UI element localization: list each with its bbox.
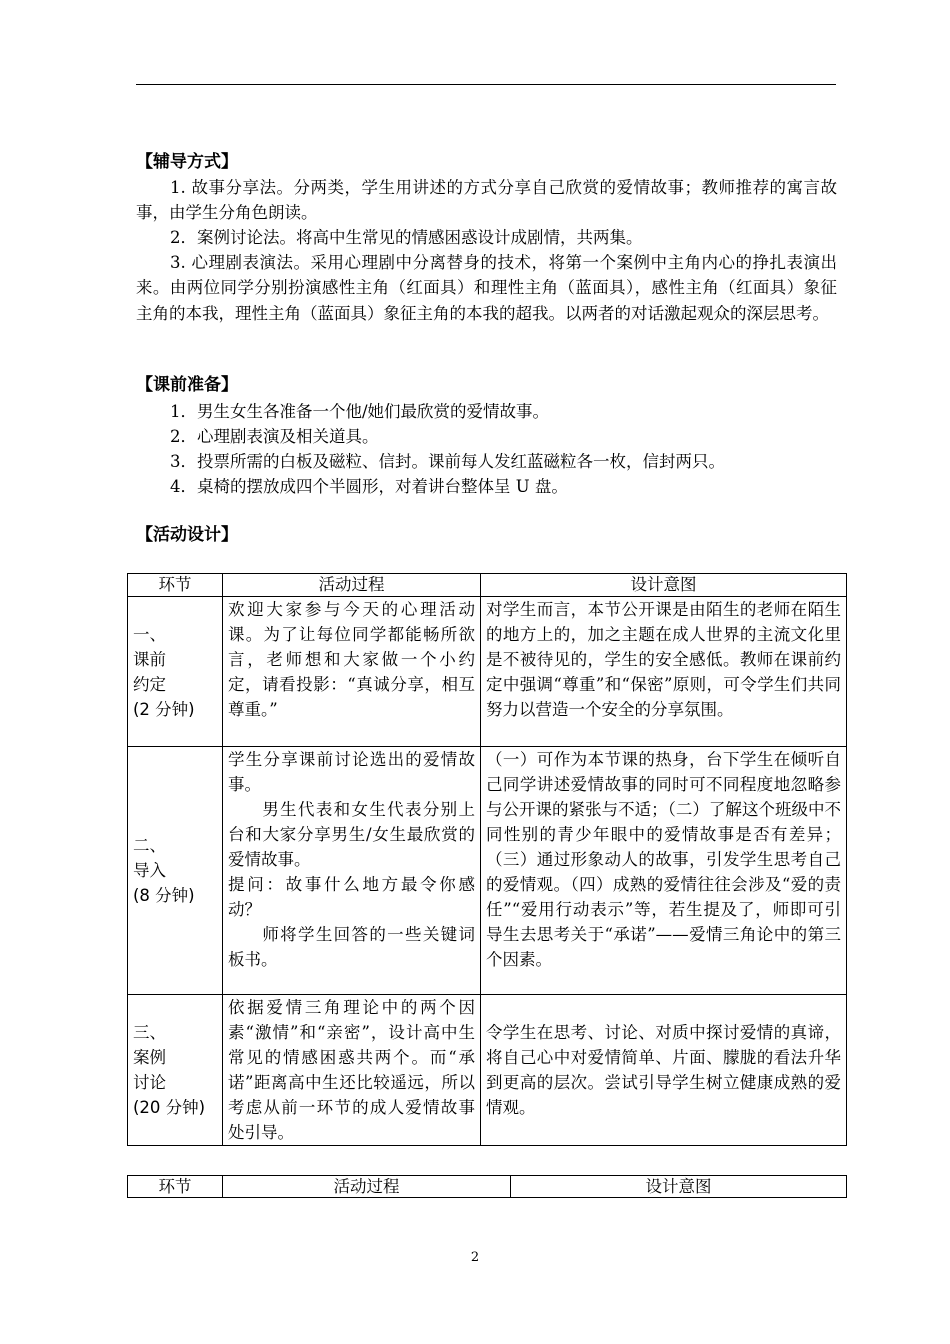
- intent-cell: 对学生而言，本节公开课是由陌生的老师在陌生的地方上的，加之主题在成人世界的主流文化里是不被待见的，学生的安全感低。教师在课前约定中强调“尊重”和“保密”原则，可令学生们共同努力以营造一个安全的分享氛围。: [481, 597, 847, 747]
- guidance-item-3: 3. 心理剧表演法。采用心理剧中分离替身的技术，将第一个案例中主角内心的挣扎表演出来。由两位同学分别扮演感性主角（红面具）和理性主角（蓝面具），感性主角（红面具）象征主角的本我，理性主角（蓝面具）象征主角的本我的超我。以两者的对话激起观众的深层思考。: [136, 253, 837, 323]
- process-cell: 学生分享课前讨论选出的爱情故事。 男生代表和女生代表分别上台和大家分享男生/女生最欣赏的爱情故事。 提问：故事什么地方最令你感动？ 师将学生回答的一些关键词板书。: [223, 747, 481, 995]
- prep-item-4: 4．桌椅的摆放成四个半圆形，对着讲台整体呈 U 盘。: [170, 477, 568, 496]
- header-rule: [136, 84, 836, 85]
- header-intent: 设计意图: [511, 1176, 847, 1198]
- table-header-row: [128, 574, 847, 597]
- header-process: 活动过程: [223, 574, 481, 597]
- prep-item-3: 3．投票所需的白板及磁粒、信封。课前每人发红蓝磁粒各一枚，信封两只。: [170, 452, 725, 471]
- guidance-title: 【辅导方式】: [136, 152, 238, 172]
- intent-cell: 令学生在思考、讨论、对质中探讨爱情的真谛，将自己心中对爱情简单、片面、朦胧的看法升华到更高的层次。尝试引导学生树立健康成熟的爱情观。: [481, 995, 847, 1146]
- continued-table-header: [127, 1175, 847, 1198]
- stage-cell: 二、 导入 (8 分钟): [128, 747, 223, 995]
- guidance-item-2: 2．案例讨论法。将高中生常见的情感困惑设计成剧情，共两集。: [170, 228, 643, 247]
- header-stage: 环节: [128, 1176, 223, 1198]
- table-row: [128, 597, 847, 747]
- intent-cell: （一）可作为本节课的热身，台下学生在倾听自己同学讲述爱情故事的同时可不同程度地忽略参与公开课的紧张与不适；（二）了解这个班级中不同性别的青少年眼中的爱情故事是否有差异；（三）通过形象动人的故事，引发学生思考自己的爱情观。（四）成熟的爱情往往会涉及“爱的责任”“爱用行动表示”等，若生提及了，师即可引导生去思考关于“承诺”——爱情三角论中的第三个因素。: [481, 747, 847, 995]
- stage-cell: 一、 课前 约定 (2 分钟): [128, 597, 223, 747]
- prep-item-1: 1．男生女生各准备一个他/她们最欣赏的爱情故事。: [170, 402, 550, 421]
- activity-table: [127, 573, 847, 1146]
- prep-title: 【课前准备】: [136, 375, 238, 395]
- activity-title: 【活动设计】: [136, 525, 238, 545]
- guidance-item-1: 1. 故事分享法。分两类，学生用讲述的方式分享自己欣赏的爱情故事；教师推荐的寓言故事，由学生分角色朗读。: [136, 178, 837, 223]
- stage-cell: 三、 案例 讨论 (20 分钟): [128, 995, 223, 1146]
- table-header-row: [128, 1176, 847, 1198]
- process-cell: 欢迎大家参与今天的心理活动课。为了让每位同学都能畅所欲言，老师想和大家做一个小约定，请看投影：“真诚分享，相互尊重。”: [223, 597, 481, 747]
- table-row: [128, 995, 847, 1146]
- prep-item-2: 2．心理剧表演及相关道具。: [170, 427, 379, 446]
- page-number: 2: [470, 1250, 480, 1265]
- header-stage: 环节: [128, 574, 223, 597]
- table-row: [128, 747, 847, 995]
- process-cell: 依据爱情三角理论中的两个因素“激情”和“亲密”，设计高中生常见的情感困惑共两个。而“承诺”距离高中生还比较遥远，所以考虑从前一环节的成人爱情故事处引导。: [223, 995, 481, 1146]
- header-intent: 设计意图: [481, 574, 847, 597]
- header-process: 活动过程: [223, 1176, 511, 1198]
